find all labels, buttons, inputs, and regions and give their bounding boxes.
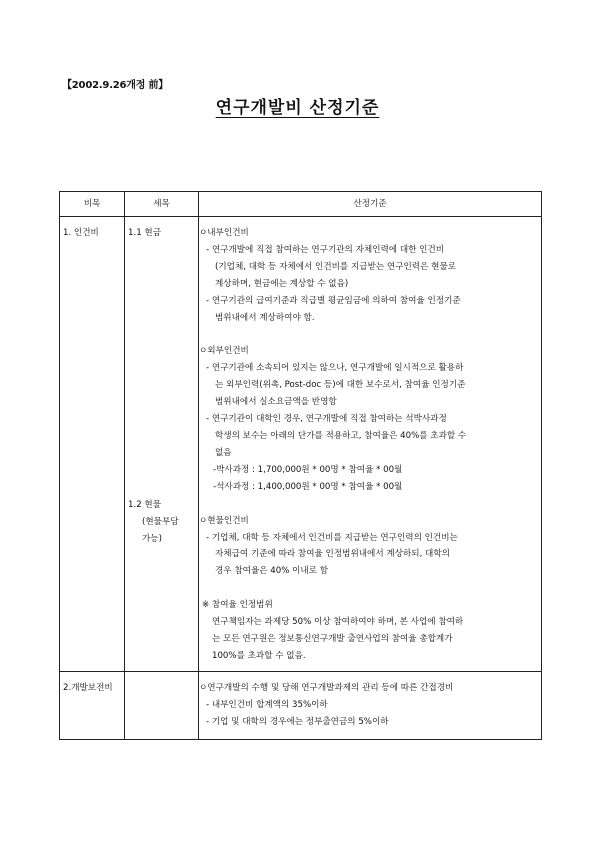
list-item: - 기업 및 대학의 경우에는 정부출연금의 5%이하 [206, 716, 389, 727]
subcategory-cash: 1.1 현금 [128, 228, 162, 238]
internal-personnel-heading: ㅇ내부인건비 [199, 228, 249, 238]
list-item: 연구책임자는 과제당 50% 이상 참여하여야 하며, 본 사업에 참여하 [212, 617, 464, 628]
list-item: 경우 참여율은 40% 이내로 함 [215, 566, 329, 577]
list-item: 범위내에서 실소요금액을 반영함 [215, 397, 337, 408]
table-header-row [60, 192, 542, 217]
list-item: 100%를 초과할 수 없음. [212, 650, 306, 661]
subcategory-empty [125, 671, 199, 739]
list-item: 자체급여 기준에 따라 참여율 인정범위내에서 계상하되, 대학의 [215, 549, 450, 560]
masters-rate: -석사과정 : 1,400,000원 * 00명 * 참여율 * 00월 [213, 481, 403, 492]
list-item: - 연구기관이 대학인 경우, 연구개발에 직접 참여하는 석박사과정 [206, 414, 447, 425]
participation-note-heading: ※ 참여율 인정범위 [202, 600, 273, 611]
category-development: 2.개발보전비 [60, 671, 125, 739]
column-header-criteria: 산정기준 [199, 192, 542, 217]
inkind-personnel-heading: ㅇ현물인건비 [199, 515, 249, 526]
column-header-category: 비목 [60, 192, 125, 217]
criteria-table [59, 191, 542, 740]
category-personnel: 1. 인건비 [60, 217, 125, 672]
list-item: 학생의 보수는 아래의 단가를 적용하고, 참여율은 40%를 초과할 수 [215, 430, 467, 441]
phd-rate: -박사과정 : 1,700,000원 * 00명 * 참여율 * 00월 [213, 464, 403, 475]
column-header-subcategory: 세목 [125, 192, 199, 217]
list-item: 는 외부인력(위촉, Post-doc 등)에 대한 보수로서, 참여율 인정기준 [215, 380, 466, 391]
list-item: - 기업체, 대학 등 자체에서 인건비를 지급받는 연구인력의 인건비는 [206, 532, 458, 543]
list-item: - 연구개발에 직접 참여하는 연구기관의 자체인력에 대한 인건비 [206, 244, 445, 255]
list-item: 없음 [215, 447, 232, 458]
revision-tag: 【2002.9.26개정 前】 [62, 80, 169, 91]
subcategory-cell [125, 217, 199, 672]
indirect-cost-heading: ㅇ연구개발의 수행 및 당해 연구개발과제의 관리 등에 따른 간접경비 [199, 682, 454, 693]
list-item: - 연구기관의 급여기준과 직급별 평균임금에 의하여 참여율 인정기준 [206, 295, 461, 306]
list-item: (기업체, 대학 등 자체에서 인건비를 지급받는 연구인력은 현물로 [215, 261, 457, 272]
criteria-personnel [199, 217, 542, 672]
list-item: 범위내에서 계상하여야 함. [215, 312, 315, 323]
list-item: 는 모든 연구원은 정보통신연구개발 출연사업의 참여율 총합계가 [212, 634, 453, 645]
document-title: 연구개발비 산정기준 [215, 98, 380, 118]
table-row [60, 671, 542, 739]
list-item: 계상하며, 현금에는 계상할 수 없음) [215, 278, 349, 289]
external-personnel-heading: ㅇ외부인건비 [199, 346, 249, 357]
table-row [60, 217, 542, 672]
subcategory-inkind: 1.2 현물 (현물부담 가능) [128, 500, 179, 544]
list-item: - 연구기관에 소속되어 있지는 않으나, 연구개발에 일시적으로 활용하 [206, 363, 464, 374]
criteria-development [199, 671, 542, 739]
list-item: - 내부인건비 합계액의 35%이하 [206, 699, 328, 710]
